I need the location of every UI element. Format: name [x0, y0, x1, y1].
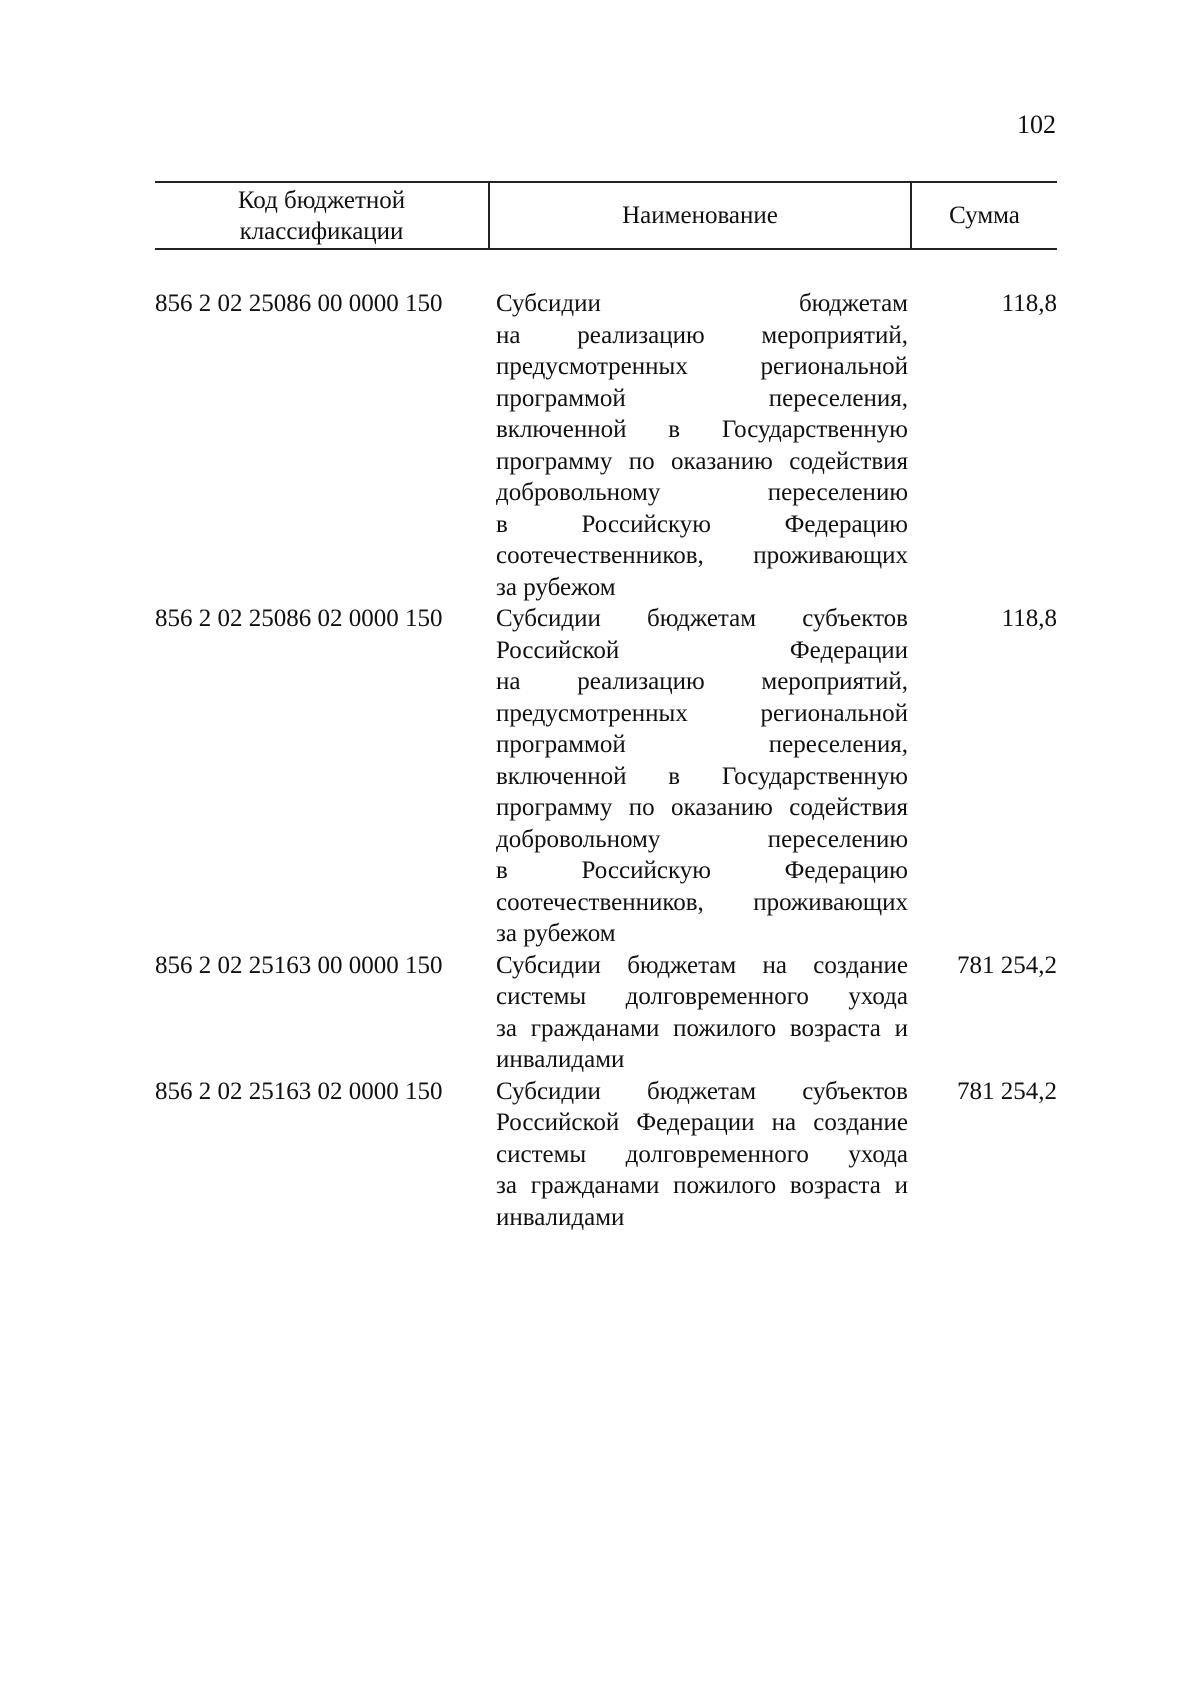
row-name-line: соотечественников, проживающих: [496, 542, 908, 569]
row-sum: 781 254,2: [957, 951, 1057, 979]
row-name-line: Субсидии бюджетам субъектов: [496, 605, 908, 632]
table-row: [155, 603, 1057, 950]
row-name-line: за гражданами пожилого возраста и: [496, 1014, 908, 1042]
row-name-line: добровольному переселению: [496, 825, 908, 853]
row-name-line: инвалидами: [496, 1203, 625, 1231]
header-name: Наименование: [488, 183, 910, 248]
row-name-line: Субсидии бюджетам: [496, 290, 908, 317]
row-name: [496, 288, 908, 603]
header-sum: Сумма: [910, 183, 1057, 248]
header-code: Код бюджетной классификации: [237, 186, 406, 245]
row-code: 856 2 02 25163 00 0000 150: [155, 951, 443, 979]
row-name-line: Субсидии бюджетам субъектов: [496, 1077, 908, 1105]
row-name: [496, 603, 908, 950]
row-name-line: за рубежом: [496, 920, 616, 947]
row-name-line: на реализацию мероприятий,: [496, 321, 908, 349]
table-row: [155, 950, 1057, 1076]
row-name-line: в Российскую Федерацию: [496, 857, 908, 884]
row-name-line: программу по оказанию содействия: [496, 794, 908, 821]
row-name-line: за гражданами пожилого возраста и: [496, 1172, 908, 1199]
row-sum: 781 254,2: [957, 1077, 1057, 1105]
row-name-line: добровольному переселению: [496, 479, 908, 506]
row-code: 856 2 02 25086 02 0000 150: [155, 605, 443, 632]
row-sum: 118,8: [1001, 290, 1057, 317]
row-name: [496, 1076, 908, 1234]
table-row: [155, 288, 1057, 603]
row-name-line: системы долговременного ухода: [496, 983, 908, 1010]
row-name-line: включенной в Государственную: [496, 762, 908, 790]
row-name-line: Российской Федерации: [496, 636, 908, 664]
row-name-line: программу по оказанию содействия: [496, 447, 908, 475]
row-name-line: инвалидами: [496, 1046, 625, 1073]
row-name-line: на реализацию мероприятий,: [496, 668, 908, 695]
row-name-line: предусмотренных региональной: [496, 353, 908, 380]
row-name-line: Российской Федерации на создание: [496, 1109, 908, 1136]
row-name-line: системы долговременного ухода: [496, 1140, 908, 1168]
row-name: [496, 950, 908, 1076]
page-number: 102: [1017, 110, 1056, 139]
row-name-line: программой переселения,: [496, 384, 908, 412]
row-name-line: программой переселения,: [496, 731, 908, 758]
table-row: [155, 1076, 1057, 1234]
row-name-line: за рубежом: [496, 573, 616, 601]
row-name-line: предусмотренных региональной: [496, 699, 908, 727]
row-code: 856 2 02 25163 02 0000 150: [155, 1077, 443, 1105]
row-sum: 118,8: [1001, 605, 1057, 632]
table-body: [155, 288, 1057, 1233]
row-name-line: соотечественников, проживающих: [496, 888, 908, 916]
row-name-line: включенной в Государственную: [496, 416, 908, 443]
row-name-line: в Российскую Федерацию: [496, 510, 908, 538]
table-header: [155, 181, 1057, 250]
row-code: 856 2 02 25086 00 0000 150: [155, 290, 443, 317]
row-name-line: Субсидии бюджетам на создание: [496, 951, 908, 979]
